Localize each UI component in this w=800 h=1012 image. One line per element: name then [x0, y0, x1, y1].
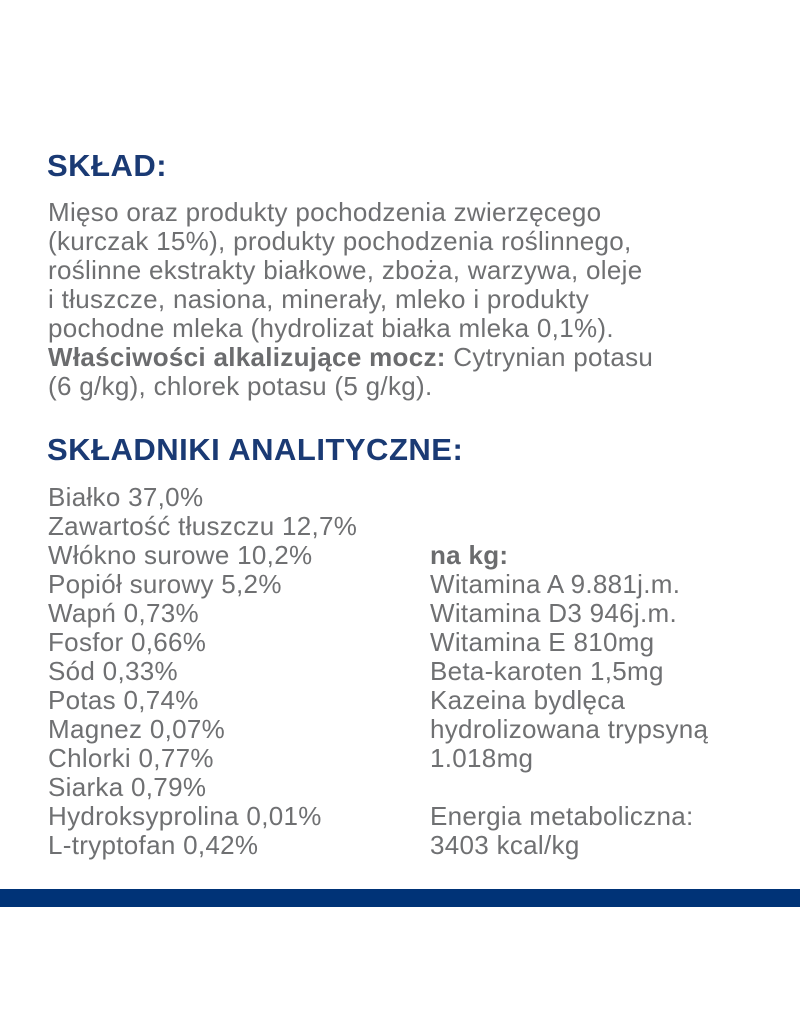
analytics-heading: SKŁADNIKI ANALITYCZNE: — [47, 432, 464, 467]
analyte-item: Białko 37,0% — [48, 482, 204, 512]
urine-alkalizing-rest: Cytrynian potasu — [445, 342, 654, 372]
analyte-item: Potas 0,74% — [48, 685, 199, 715]
composition-text — [48, 198, 653, 401]
per-kg-header: na kg: — [430, 540, 509, 570]
composition-heading: SKŁAD: — [47, 148, 168, 183]
analyte-item: Sód 0,33% — [48, 656, 178, 686]
per-kg-item: Kazeina bydlęca — [430, 685, 626, 715]
composition-line: (kurczak 15%), produkty pochodzenia roślinnego, — [48, 226, 632, 256]
composition-line: (6 g/kg), chlorek potasu (5 g/kg). — [48, 371, 433, 401]
per-kg-item: hydrolizowana trypsyną — [430, 714, 709, 744]
energy-value: 3403 kcal/kg — [430, 830, 580, 860]
analyte-item: L-tryptofan 0,42% — [48, 830, 259, 860]
composition-line — [48, 343, 653, 372]
analyte-item: Wapń 0,73% — [48, 598, 199, 628]
composition-line: i tłuszcze, nasiona, minerały, mleko i produkty — [48, 284, 590, 314]
composition-line: Mięso oraz produkty pochodzenia zwierzęcego — [48, 197, 602, 227]
analytics-left-column — [48, 483, 357, 860]
analyte-item: Zawartość tłuszczu 12,7% — [48, 511, 358, 541]
analyte-item: Popiół surowy 5,2% — [48, 569, 282, 599]
analyte-item: Fosfor 0,66% — [48, 627, 207, 657]
per-kg-item: Witamina D3 946j.m. — [430, 598, 677, 628]
analyte-item: Hydroksyprolina 0,01% — [48, 801, 322, 831]
per-kg-item: 1.018mg — [430, 743, 534, 773]
column-spacer — [430, 773, 708, 802]
composition-line: pochodne mleka (hydrolizat białka mleka 0,1%). — [48, 313, 614, 343]
analyte-item: Siarka 0,79% — [48, 772, 207, 802]
energy-label: Energia metaboliczna: — [430, 801, 694, 831]
footer-bar — [0, 889, 800, 907]
urine-alkalizing-label: Właściwości alkalizujące mocz: — [48, 342, 446, 372]
analyte-item: Chlorki 0,77% — [48, 743, 214, 773]
analyte-item: Włókno surowe 10,2% — [48, 540, 313, 570]
per-kg-item: Witamina A 9.881j.m. — [430, 569, 681, 599]
analyte-item: Magnez 0,07% — [48, 714, 226, 744]
composition-line: roślinne ekstrakty białkowe, zboża, warzywa, oleje — [48, 255, 643, 285]
per-kg-item: Witamina E 810mg — [430, 627, 655, 657]
per-kg-item: Beta-karoten 1,5mg — [430, 656, 664, 686]
analytics-right-column — [430, 541, 708, 860]
